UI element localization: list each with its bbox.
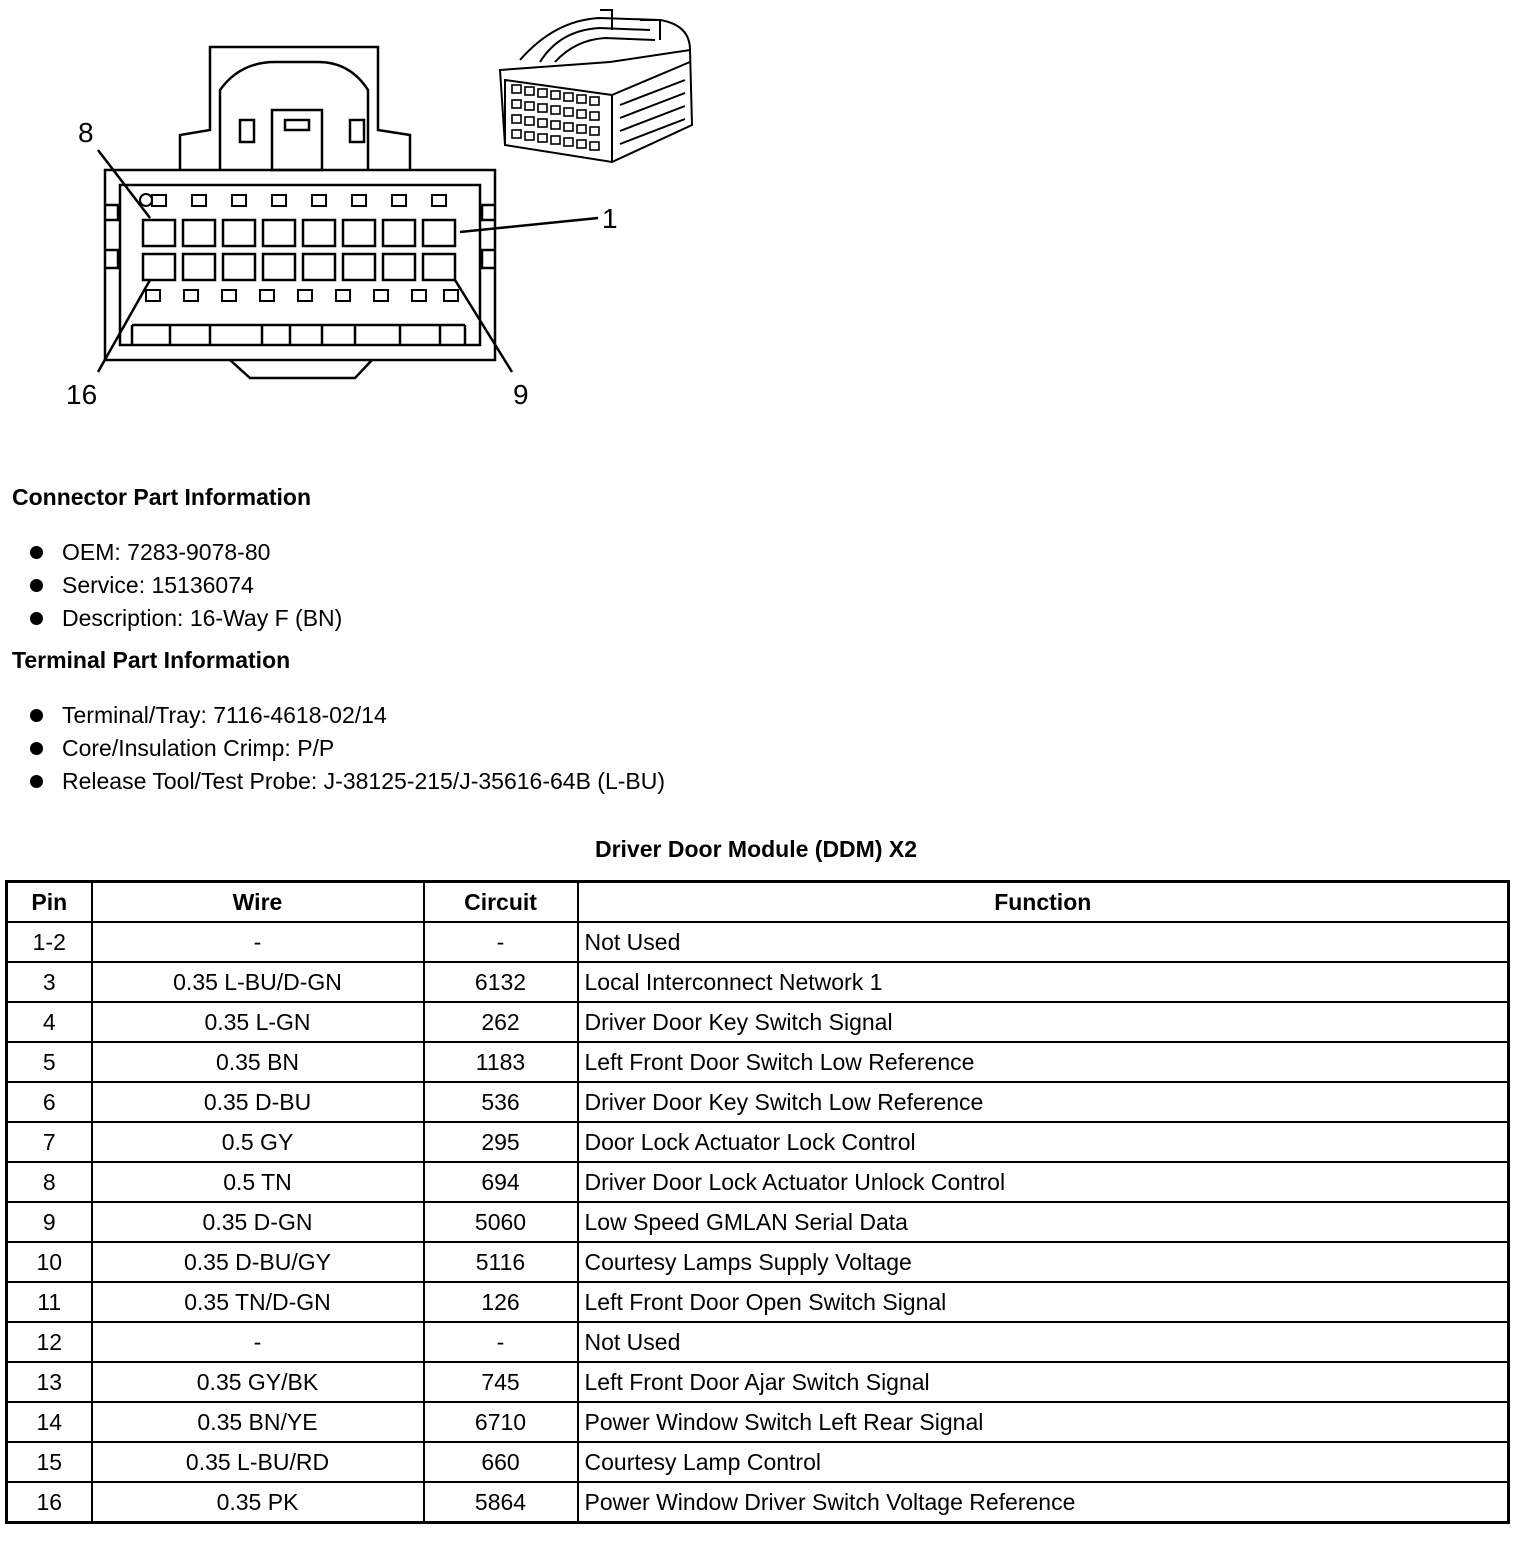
pin-label-1: 1 [602, 203, 618, 234]
latch-housing-outline [180, 47, 410, 170]
table-row [7, 1002, 1509, 1042]
cell-wire: 0.35 BN/YE [92, 1402, 424, 1442]
cell-function: Left Front Door Ajar Switch Signal [578, 1362, 1509, 1402]
table-row [7, 1442, 1509, 1482]
list-item: Description: 16-Way F (BN) [28, 604, 342, 637]
list-item: Release Tool/Test Probe: J-38125-215/J-35616-64B (L-BU) [28, 767, 665, 800]
cell-wire: 0.35 L-BU/RD [92, 1442, 424, 1482]
table-row [7, 1042, 1509, 1082]
cell-pin: 9 [7, 1202, 92, 1242]
list-item: Terminal/Tray: 7116-4618-02/14 [28, 701, 665, 734]
header-function: Function [578, 882, 1509, 923]
cell-circuit: 5864 [424, 1482, 578, 1523]
cell-wire: 0.5 TN [92, 1162, 424, 1202]
bullet-icon [30, 775, 43, 788]
cell-pin: 14 [7, 1402, 92, 1442]
connector-info-list [28, 538, 342, 637]
table-row [7, 1122, 1509, 1162]
table-row [7, 1242, 1509, 1282]
list-item: Core/Insulation Crimp: P/P [28, 734, 665, 767]
cell-wire: 0.5 GY [92, 1122, 424, 1162]
cell-pin: 8 [7, 1162, 92, 1202]
connector-3d-illustration [500, 10, 692, 162]
bullet-icon [30, 546, 43, 559]
cell-function: Low Speed GMLAN Serial Data [578, 1202, 1509, 1242]
cell-circuit: - [424, 1322, 578, 1362]
cell-pin: 1-2 [7, 922, 92, 962]
cell-wire: 0.35 L-GN [92, 1002, 424, 1042]
cell-circuit: 295 [424, 1122, 578, 1162]
cell-pin: 16 [7, 1482, 92, 1523]
cell-pin: 13 [7, 1362, 92, 1402]
table-row [7, 1282, 1509, 1322]
table-row [7, 1362, 1509, 1402]
cell-function: Driver Door Lock Actuator Unlock Control [578, 1162, 1509, 1202]
cell-pin: 3 [7, 962, 92, 1002]
pinout-table [5, 880, 1510, 1524]
cell-wire: 0.35 TN/D-GN [92, 1282, 424, 1322]
cell-function: Courtesy Lamps Supply Voltage [578, 1242, 1509, 1282]
table-row [7, 1482, 1509, 1523]
cell-wire: 0.35 D-BU [92, 1082, 424, 1122]
bullet-icon [30, 579, 43, 592]
header-circuit: Circuit [424, 882, 578, 923]
cell-function: Power Window Switch Left Rear Signal [578, 1402, 1509, 1442]
cell-pin: 7 [7, 1122, 92, 1162]
table-row [7, 1322, 1509, 1362]
cell-function: Courtesy Lamp Control [578, 1442, 1509, 1482]
cell-function: Driver Door Key Switch Low Reference [578, 1082, 1509, 1122]
cell-pin: 5 [7, 1042, 92, 1082]
cell-circuit: 262 [424, 1002, 578, 1042]
cell-pin: 10 [7, 1242, 92, 1282]
list-item: Service: 15136074 [28, 571, 342, 604]
pin-label-16: 16 [66, 379, 98, 410]
connector-diagram [0, 0, 760, 440]
cell-pin: 12 [7, 1322, 92, 1362]
bullet-icon [30, 709, 43, 722]
table-header-row [7, 882, 1509, 923]
terminal-info-heading: Terminal Part Information [12, 647, 291, 673]
cell-wire: 0.35 D-GN [92, 1202, 424, 1242]
cell-circuit: 6710 [424, 1402, 578, 1442]
cell-circuit: 745 [424, 1362, 578, 1402]
cavity-row-top [143, 220, 455, 246]
cell-function: Left Front Door Switch Low Reference [578, 1042, 1509, 1082]
table-row [7, 1082, 1509, 1122]
cell-function: Local Interconnect Network 1 [578, 962, 1509, 1002]
cell-wire: 0.35 D-BU/GY [92, 1242, 424, 1282]
cell-wire: - [92, 922, 424, 962]
cell-circuit: 5060 [424, 1202, 578, 1242]
table-row [7, 922, 1509, 962]
cell-circuit: 536 [424, 1082, 578, 1122]
cell-circuit: - [424, 922, 578, 962]
connector-info-heading: Connector Part Information [12, 484, 312, 510]
cell-wire: 0.35 L-BU/D-GN [92, 962, 424, 1002]
cell-function: Driver Door Key Switch Signal [578, 1002, 1509, 1042]
cell-wire: 0.35 BN [92, 1042, 424, 1082]
cell-function: Left Front Door Open Switch Signal [578, 1282, 1509, 1322]
bullet-icon [30, 742, 43, 755]
cell-circuit: 5116 [424, 1242, 578, 1282]
latch-arm [220, 62, 368, 170]
header-pin: Pin [7, 882, 92, 923]
keying-foot [230, 360, 372, 378]
cell-pin: 4 [7, 1002, 92, 1042]
cell-wire: - [92, 1322, 424, 1362]
cell-circuit: 694 [424, 1162, 578, 1202]
cell-function: Door Lock Actuator Lock Control [578, 1122, 1509, 1162]
cell-wire: 0.35 GY/BK [92, 1362, 424, 1402]
table-row [7, 962, 1509, 1002]
cell-pin: 15 [7, 1442, 92, 1482]
cell-function: Not Used [578, 1322, 1509, 1362]
table-row [7, 1402, 1509, 1442]
header-wire: Wire [92, 882, 424, 923]
list-item: OEM: 7283-9078-80 [28, 538, 342, 571]
lock-windows [140, 194, 458, 301]
table-title: Driver Door Module (DDM) X2 [594, 836, 918, 862]
table-row [7, 1202, 1509, 1242]
cell-circuit: 126 [424, 1282, 578, 1322]
connector-body [105, 170, 495, 360]
cavity-row-bottom [143, 254, 455, 280]
cell-function: Power Window Driver Switch Voltage Reference [578, 1482, 1509, 1523]
cell-function: Not Used [578, 922, 1509, 962]
cell-circuit: 6132 [424, 962, 578, 1002]
terminal-info-list [28, 701, 665, 800]
cell-pin: 6 [7, 1082, 92, 1122]
pin-label-8: 8 [78, 117, 94, 148]
cell-pin: 11 [7, 1282, 92, 1322]
pin-label-9: 9 [513, 379, 529, 410]
cell-circuit: 660 [424, 1442, 578, 1482]
cell-wire: 0.35 PK [92, 1482, 424, 1523]
table-row [7, 1162, 1509, 1202]
bullet-icon [30, 612, 43, 625]
cell-circuit: 1183 [424, 1042, 578, 1082]
